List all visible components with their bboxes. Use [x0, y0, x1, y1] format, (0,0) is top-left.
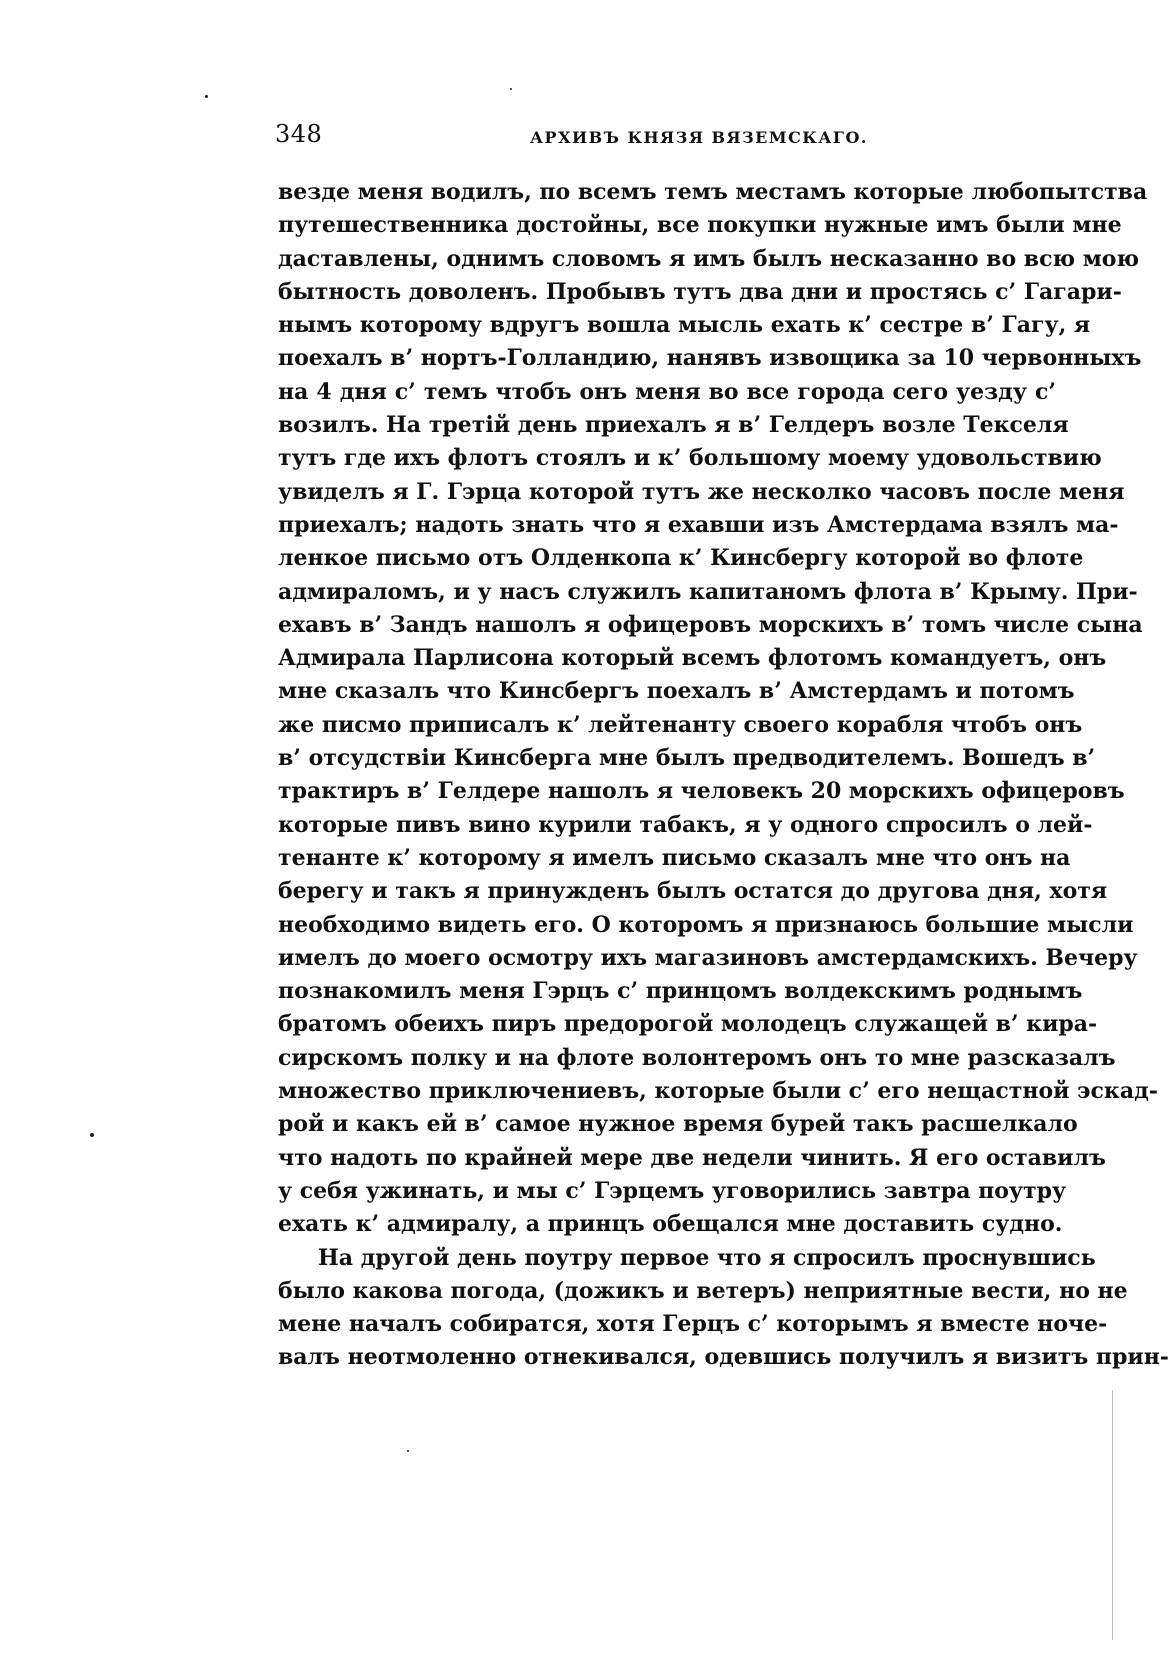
printing-speck — [510, 88, 512, 90]
paragraph — [278, 176, 1158, 1242]
text-line: братомъ обеихъ пиръ предорогой молодецъ служащей в’ кира- — [278, 1011, 1098, 1038]
text-line: возилъ. На третій день приехалъ я в’ Гелдеръ возле Текселя — [278, 412, 1069, 439]
text-line: сирскомъ полку и на флоте волонтеромъ онъ то мне разсказалъ — [278, 1044, 1116, 1071]
margin-rule — [1112, 1390, 1113, 1640]
text-line: необходимо видеть его. О которомъ я признаюсь большие мысли — [278, 911, 1134, 938]
text-line: имелъ до моего осмотру ихъ магазиновъ амстердамскихъ. Вечеру — [278, 944, 1138, 971]
text-line: бытность доволенъ. Пробывъ тутъ два дни и простясь с’ Гагари- — [278, 278, 1122, 305]
text-line: на 4 дня с’ темъ чтобъ онъ меня во все города сего уезду с’ — [278, 378, 1056, 405]
text-line: тенанте к’ которому я имелъ письмо сказалъ мне что онъ на — [278, 844, 1071, 871]
text-line: ехавъ в’ Зандъ нашолъ я офицеровъ морскихъ в’ томъ числе сына — [278, 611, 1143, 638]
text-line: ехать к’ адмиралу, а принцъ обещался мне доставить судно. — [278, 1211, 1063, 1238]
text-line: множество приключениевъ, которые были с’ его нещастной эскад- — [278, 1078, 1158, 1105]
text-line: мне сказалъ что Кинсбергъ поехалъ в’ Амстердамъ и потомъ — [278, 678, 1075, 705]
text-line: которые пивъ вино курили табакъ, я у одного спросилъ о лей- — [278, 811, 1093, 838]
text-line: адмираломъ, и у насъ служилъ капитаномъ флота в’ Крыму. При- — [278, 578, 1138, 605]
text-line: у себя ужинать, и мы с’ Гэрцемъ уговорились завтра поутру — [278, 1177, 1067, 1204]
text-line: нымъ которому вдругъ вошла мысль ехать к’ сестре в’ Гагу, я — [278, 312, 1091, 339]
text-line: Адмирала Парлисона который всемъ флотомъ командуетъ, онъ — [278, 645, 1107, 672]
text-line: даставлены, однимъ словомъ я имъ былъ несказанно во всю мою — [278, 245, 1140, 272]
text-line: приехалъ; надоть знать что я ехавши изъ Амстердама взялъ ма- — [278, 511, 1119, 538]
text-line: что надоть по крайней мере две недели чинить. Я его оставилъ — [278, 1144, 1106, 1171]
text-line: На другой день поутру первое что я спросилъ проснувшись — [318, 1244, 1096, 1271]
text-line: валъ неотмоленно отнекивался, одевшись получилъ я визитъ прин- — [278, 1344, 1169, 1371]
text-line: везде меня водилъ, по всемъ темъ местамъ которые любопытства — [278, 179, 1148, 205]
printing-speck — [407, 1450, 409, 1452]
text-line: ленкое письмо отъ Олденкопа к’ Кинсбергу которой во флоте — [278, 545, 1084, 572]
paragraph — [278, 1242, 1169, 1375]
text-line: рой и какъ ей в’ самое нужное время бурей такъ расшелкало — [278, 1111, 1078, 1138]
printing-speck — [90, 1133, 94, 1137]
text-line: поехалъ в’ нортъ-Голландию, нанявъ извощика за 10 червонныхъ — [278, 345, 1142, 372]
page-header — [275, 120, 1055, 160]
text-line: тутъ где ихъ флотъ стоялъ и к’ большому моему удовольствию — [278, 445, 1102, 472]
text-line: мене началъ собиратся, хотя Герцъ с’ которымъ я вместе ноче- — [278, 1311, 1108, 1338]
text-line: познакомилъ меня Гэрцъ с’ принцомъ волдекскимъ роднымъ — [278, 978, 1083, 1005]
page-number: 348 — [275, 120, 323, 148]
text-line: в’ отсудствіи Кинсберга мне былъ предводителемъ. Вошедъ в’ — [278, 745, 1096, 772]
text-line: же писмо приписалъ к’ лейтенанту своего корабля чтобъ онъ — [278, 711, 1083, 738]
text-line: было какова погода, (дожикъ и ветеръ) неприятные вести, но не — [278, 1277, 1128, 1304]
text-line: путешественника достойны, все покупки нужные имъ были мне — [278, 212, 1122, 239]
text-line: трактиръ в’ Гелдере нашолъ я человекъ 20 морскихъ офицеровъ — [278, 778, 1125, 805]
running-title: АРХИВЪ КНЯЗЯ ВЯЗЕМСКАГО. — [530, 128, 868, 147]
text-line: берегу и такъ я принужденъ былъ остатся до другова дня, хотя — [278, 878, 1108, 905]
body-text — [278, 176, 1169, 1375]
printing-speck — [205, 95, 208, 98]
text-line: увиделъ я Г. Гэрца которой тутъ же несколко часовъ после меня — [278, 478, 1125, 505]
